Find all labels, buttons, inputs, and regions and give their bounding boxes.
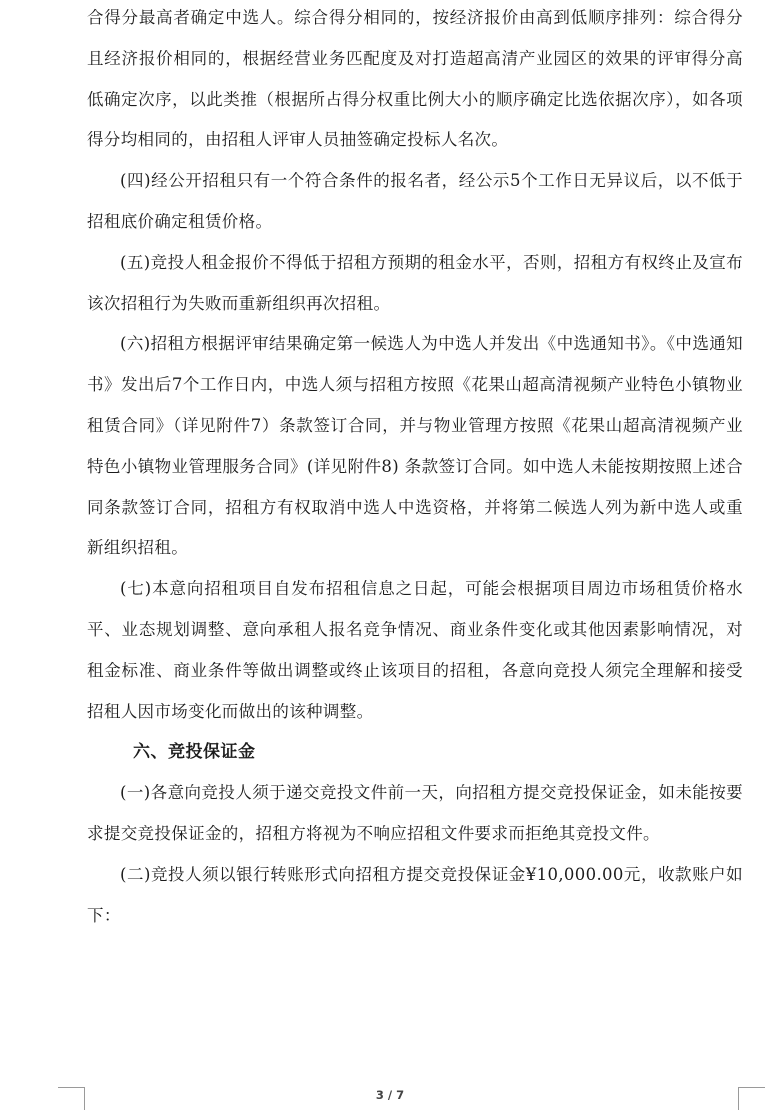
paragraph-continuation: 合得分最高者确定中选人。综合得分相同的，按经济报价由高到低顺序排列：综合得分且经济报价相同的，根据经营业务匹配度及对打造超高清产业园区的效果的评审得分高低确定次序，以此类推（根据所占得分权重比例大小的顺序确定比选依据次序），如各项得分均相同的，由招租人评审人员抽签确定投标人名次。 xyxy=(87,8,743,150)
paragraph-deposit-2: (二)竞投人须以银行转账形式向招租方提交竞投保证金¥10,000.00元，收款账户如下： xyxy=(87,864,743,925)
page-number: 3 / 7 xyxy=(375,1088,405,1102)
document-body xyxy=(87,0,743,936)
paragraph-clause-5: (五)竞投人租金报价不得低于招租方预期的租金水平，否则，招租方有权终止及宣布该次招租行为失败而重新组织再次招租。 xyxy=(87,252,743,313)
section-heading-deposit: 六、竞投保证金 xyxy=(133,742,256,763)
paragraph-clause-6: (六)招租方根据评审结果确定第一候选人为中选人并发出《中选通知书》。《中选通知书》发出后7个工作日内，中选人须与招租方按照《花果山超高清视频产业特色小镇物业租赁合同》（详见附件7）条款签订合同，并与物业管理方按照《花果山超高清视频产业特色小镇物业管理服务合同》(详见附件8) 条款签订合同。如中选人未能按期按照上述合同条款签订合同，招租方有权取消中选人中选资格，并将第二候选人列为新中选人或重新组织招租。 xyxy=(87,334,743,558)
paragraph-deposit-1: (一)各意向竞投人须于递交竞投文件前一天，向招租方提交竞投保证金，如未能按要求提交竞投保证金的，招租方将视为不响应招租文件要求而拒绝其竞投文件。 xyxy=(87,783,743,843)
paragraph-clause-7: (七)本意向招租项目自发布招租信息之日起，可能会根据项目周边市场租赁价格水平、业态规划调整、意向承租人报名竞争情况、商业条件变化或其他因素影响情况，对租金标准、商业条件等做出调整或终止该项目的招租，各意向竞投人须完全理解和接受招租人因市场变化而做出的该种调整。 xyxy=(87,579,743,721)
paragraph-clause-4: (四)经公开招租只有一个符合条件的报名者，经公示5个工作日无异议后，以不低于招租底价确定租赁价格。 xyxy=(87,171,743,231)
